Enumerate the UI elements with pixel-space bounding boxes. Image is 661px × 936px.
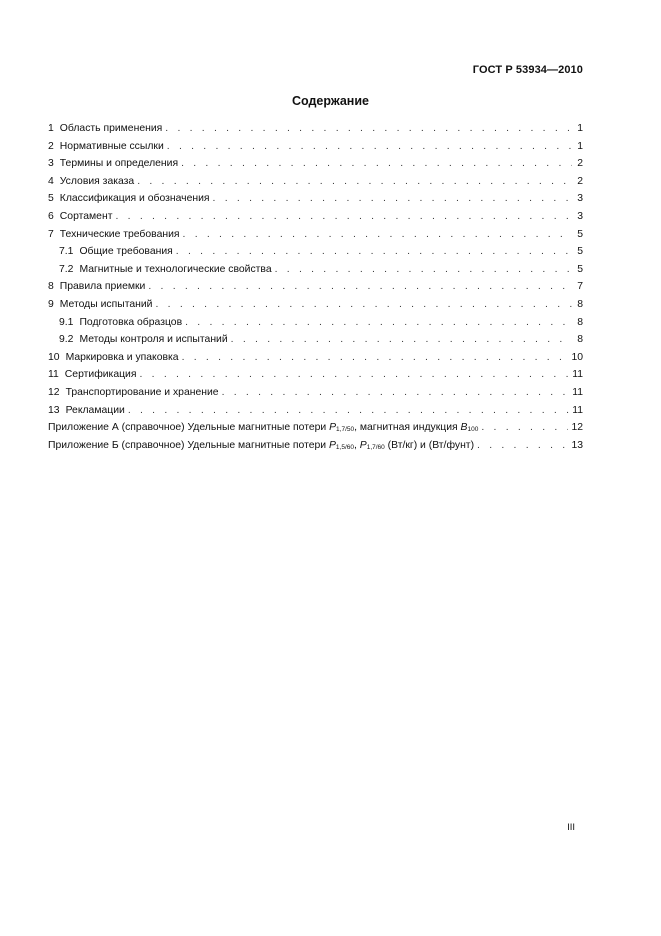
toc-entry-1[interactable] [48,120,583,138]
toc-entry-number: 11 [48,369,59,381]
toc-entry-page: 10 [571,351,583,363]
toc-entry-page: 7 [577,281,583,293]
toc-entry-page: 11 [572,386,583,398]
document-header-id: ГОСТ Р 53934—2010 [472,64,583,76]
toc-entry-5[interactable] [48,190,583,208]
page-number: III [567,822,575,833]
toc-entry-page: 2 [577,175,583,187]
toc-entry-6[interactable] [48,208,583,226]
toc-leader-dots [481,419,568,437]
symbol-p-subscript: 1,7/50 [336,426,355,434]
toc-entry-label: Область применения [59,123,163,134]
toc-entry-number: 10 [48,351,60,363]
toc-entry-page: 1 [577,123,583,134]
toc-entry-number: 5 [48,193,54,205]
toc-entry-9-1[interactable] [48,314,583,332]
appendix-b-separator: , [354,439,360,451]
toc-appendix-a[interactable] [48,419,583,437]
symbol-b: B [460,422,468,434]
toc-entry-number: 7.2 [59,263,74,275]
toc-entry-number: 9 [48,298,54,310]
toc-leader-dots [155,296,572,314]
toc-entry-label: Сертификация [64,369,137,381]
appendix-b-suffix: (Вт/кг) и (Вт/фунт) [384,439,475,451]
toc-entry-label: Общие требования [79,246,173,258]
toc-entry-page: 8 [577,334,583,346]
toc-leader-dots [139,366,569,384]
toc-entry-page: 8 [577,316,583,328]
toc-entry-label: Условия заказа [59,175,135,187]
appendix-a-middle: , магнитная индукция [354,422,461,434]
toc-entry-page: 12 [571,422,583,434]
toc-entry-label: Транспортирование и хранение [65,386,219,398]
toc-leader-dots [275,261,572,279]
toc-entry-number: 4 [48,175,54,187]
toc-entry-12[interactable] [48,384,583,402]
toc-leader-dots [213,190,572,208]
toc-entry-13[interactable] [48,402,583,420]
toc-leader-dots [222,384,570,402]
toc-leader-dots [128,402,569,420]
toc-entry-page: 5 [577,228,583,240]
toc-entry-page: 8 [577,298,583,310]
toc-entry-label: Маркировка и упаковка [65,351,179,363]
toc-entry-number: 9.2 [59,334,74,346]
symbol-p1: P [328,439,336,451]
appendix-b-prefix: Приложение Б (справочное) Удельные магнитные потери [48,439,329,451]
toc-leader-dots [185,314,572,332]
symbol-p: P [329,422,337,434]
toc-entry-2[interactable] [48,138,583,156]
toc-entry-label: Правила приемки [59,281,146,293]
toc-entry-3[interactable] [48,155,583,173]
toc-leader-dots [165,120,572,138]
toc-entry-number: 12 [48,386,60,398]
toc-entry-7[interactable] [48,226,583,244]
toc-entry-label: Сортамент [59,210,113,222]
toc-entry-page: 11 [572,369,583,381]
toc-entry-label: Рекламации [65,404,125,416]
toc-leader-dots [477,437,568,455]
toc-leader-dots [176,243,572,261]
toc-entry-number: 8 [48,281,54,293]
toc-leader-dots [183,226,572,244]
toc-leader-dots [115,208,572,226]
toc-entry-label: Нормативные ссылки [59,140,164,152]
toc-entry-page: 3 [577,193,583,205]
toc-leader-dots [148,278,572,296]
symbol-p1-subscript: 1,5/60 [335,443,354,451]
toc-entry-label: Методы контроля и испытаний [79,334,228,346]
toc-entry-7-2[interactable] [48,261,583,279]
toc-entry-label: Технические требования [59,228,180,240]
symbol-p2: P [359,439,367,451]
toc-leader-dots [182,349,569,367]
symbol-p2-subscript: 1,7/60 [366,443,385,451]
toc-entry-10[interactable] [48,349,583,367]
toc-entry-page: 13 [571,439,583,451]
toc-entry-number: 6 [48,210,54,222]
toc-entry-9[interactable] [48,296,583,314]
toc-entry-page: 5 [577,263,583,275]
toc-entry-8[interactable] [48,278,583,296]
toc-entry-9-2[interactable] [48,331,583,349]
toc-entry-number: 3 [48,158,54,170]
toc-entry-11[interactable] [48,366,583,384]
toc-entry-number: 1 [48,123,54,134]
toc-leader-dots [137,173,572,191]
toc-entry-number: 13 [48,404,60,416]
toc-entry-number: 9.1 [59,316,74,328]
toc-entry-number: 2 [48,140,54,152]
toc-appendix-b[interactable] [48,437,583,455]
toc-entry-page: 5 [577,246,583,258]
toc-entry-label: Подготовка образцов [79,316,183,328]
toc-entry-page: 1 [577,140,583,152]
toc-entry-page: 11 [572,404,583,416]
toc-entry-page: 2 [577,158,583,170]
toc-leader-dots [167,138,572,156]
toc-entry-number: 7.1 [59,246,74,258]
toc-title: Содержание [291,94,369,108]
toc-entry-label: Методы испытаний [59,298,153,310]
toc-entry-number: 7 [48,228,54,240]
toc-entry-page: 3 [577,210,583,222]
toc-leader-dots [231,331,572,349]
table-of-contents [48,120,583,454]
toc-entry-4[interactable] [48,173,583,191]
symbol-b-subscript: 100 [467,426,479,434]
toc-entry-label: Термины и определения [59,158,179,170]
toc-entry-7-1[interactable] [48,243,583,261]
toc-entry-label: Классификация и обозначения [59,193,210,205]
toc-entry-label: Магнитные и технологические свойства [79,263,272,275]
toc-leader-dots [181,155,572,173]
appendix-a-prefix: Приложение А (справочное) Удельные магнитные потери [48,422,330,434]
